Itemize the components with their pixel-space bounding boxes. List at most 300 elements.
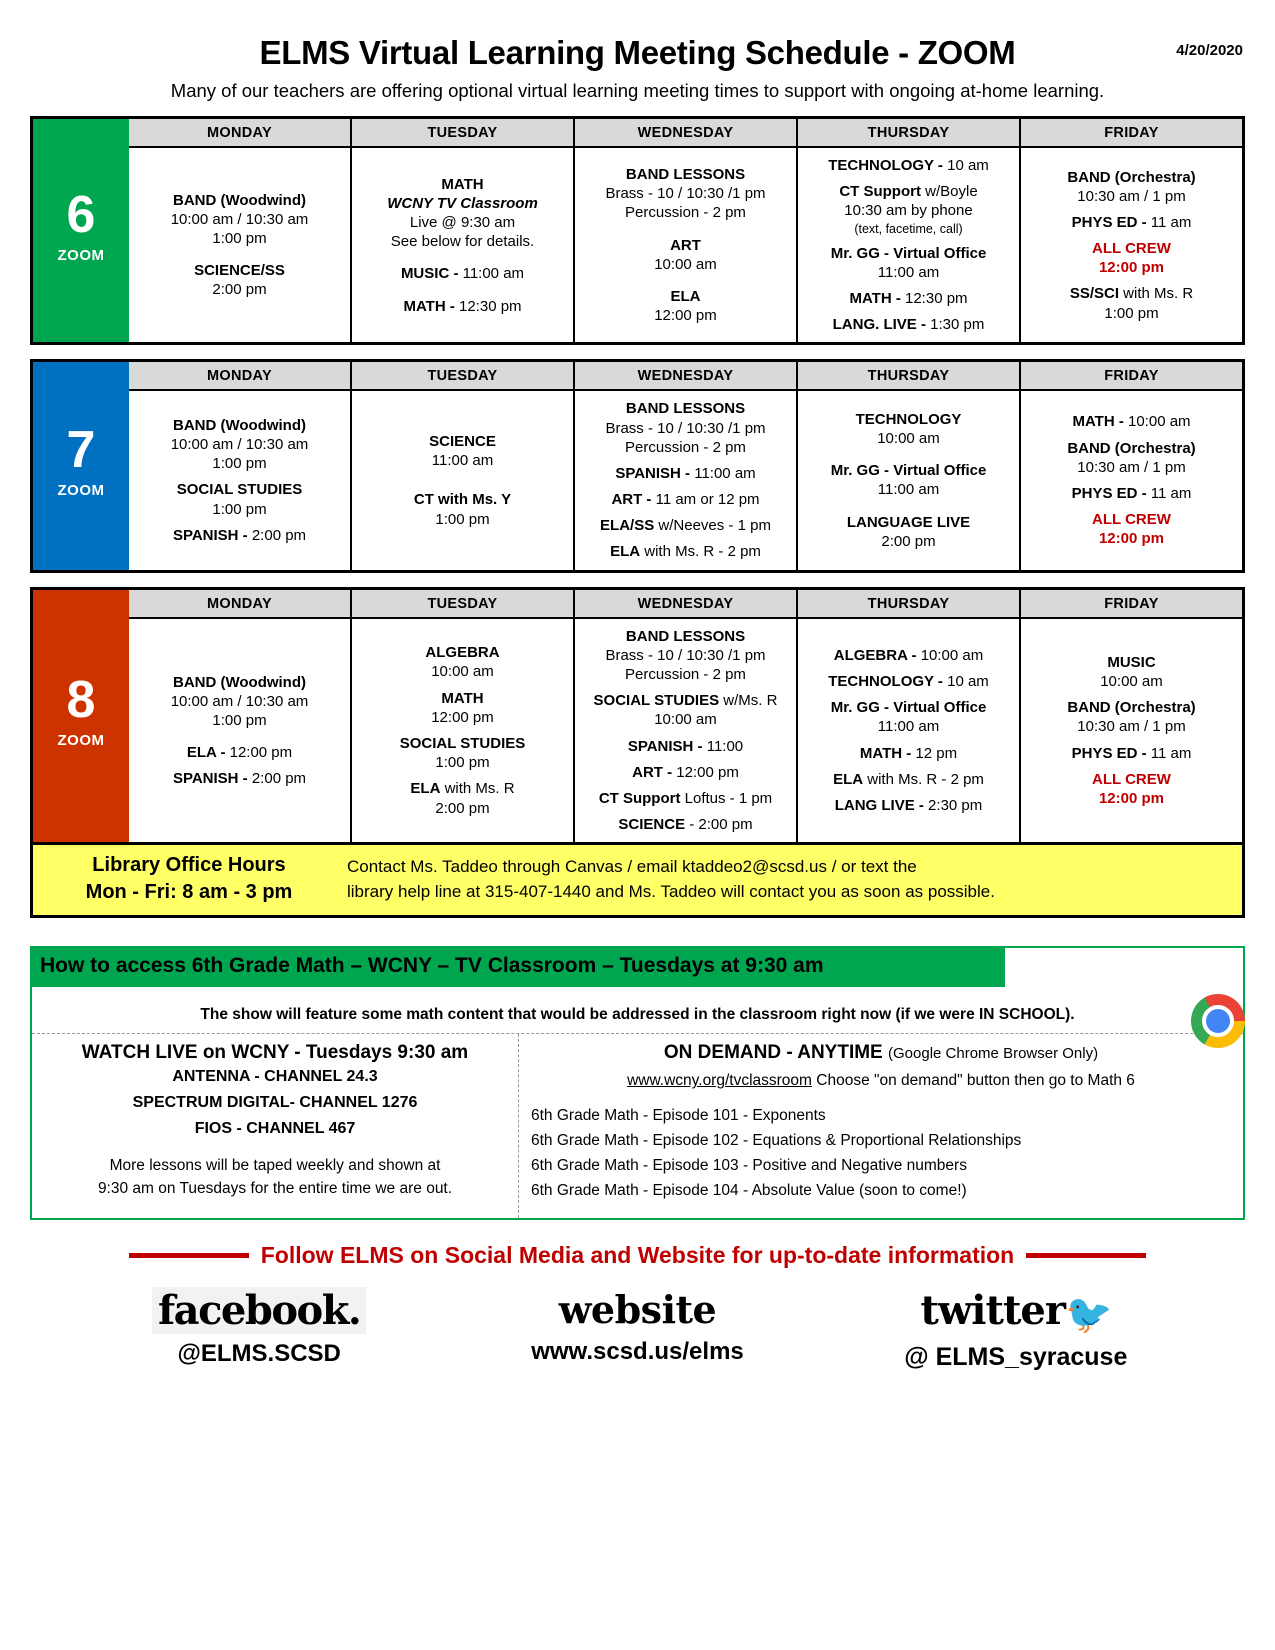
entry-subject: PHYS ED - — [1071, 213, 1147, 231]
spacer — [357, 727, 568, 734]
schedule-entry — [803, 796, 1014, 815]
schedule-entry: Percussion - 2 pm — [625, 666, 746, 683]
schedule-entry: 12:00 pm — [431, 708, 494, 726]
schedule-entry — [134, 743, 345, 762]
entry-time: with Ms. R - 2 pm — [863, 770, 984, 788]
spacer — [1026, 477, 1237, 484]
schedule-entry: Mr. GG - Virtual Office — [830, 699, 987, 717]
schedule-entry — [803, 315, 1014, 334]
day-header-friday: FRIDAY — [1019, 119, 1242, 148]
schedule-entry — [1026, 484, 1237, 503]
day-cell-friday — [1019, 148, 1242, 342]
schedule-entry: ALGEBRA — [425, 644, 500, 662]
entry-time: 10 am — [942, 673, 989, 690]
wcny-episode: 6th Grade Math - Episode 103 - Positive and Negative numbers — [531, 1156, 967, 1174]
wcny-left-footer — [42, 1155, 508, 1200]
day-cell-tuesday — [350, 148, 573, 342]
spacer — [803, 691, 1014, 698]
day-header-monday: MONDAY — [129, 119, 350, 148]
entry-subject: ELA/SS — [600, 517, 655, 535]
day-cell-monday — [129, 619, 350, 843]
spacer — [1026, 432, 1237, 439]
schedule-entry: 1:00 pm — [435, 754, 490, 772]
schedule-entry: BAND LESSONS — [625, 627, 746, 645]
schedule-entry: SCIENCE/SS — [194, 262, 285, 280]
grade-zoom-label: ZOOM — [57, 482, 105, 500]
spacer — [803, 763, 1014, 770]
spacer — [580, 274, 791, 287]
entry-subject: MATH - — [1072, 413, 1124, 431]
schedule-entry: 1:00 pm — [212, 230, 267, 248]
entry-subject: MATH - — [849, 289, 901, 307]
schedule-entry: 10:00 am / 10:30 am — [170, 436, 309, 454]
schedule-entry: ALL CREW — [1092, 770, 1171, 788]
spacer — [803, 282, 1014, 289]
day-column-row — [129, 619, 1242, 843]
day-cell-thursday — [796, 391, 1019, 569]
schedule-entry: BAND (Woodwind) — [172, 673, 307, 691]
wcny-episode: 6th Grade Math - Episode 104 - Absolute Value (soon to come!) — [531, 1181, 967, 1199]
wcny-section — [30, 946, 1245, 1219]
wcny-columns — [32, 1033, 1243, 1217]
schedule-entry — [1026, 213, 1237, 232]
day-header-row — [129, 119, 1242, 148]
schedule-entry: ART — [670, 236, 701, 254]
schedule-entry: 11:00 am — [431, 452, 494, 470]
schedule-entry — [580, 691, 791, 710]
entry-subject: CT Support — [598, 789, 681, 807]
social-links — [30, 1287, 1245, 1372]
entry-subject: LANG LIVE - — [834, 796, 924, 814]
day-header-friday: FRIDAY — [1019, 590, 1242, 619]
google-chrome-icon — [1191, 994, 1245, 1048]
spacer — [580, 483, 791, 490]
spacer — [580, 509, 791, 516]
day-header-thursday: THURSDAY — [796, 362, 1019, 391]
schedule-entry: LANGUAGE LIVE — [846, 513, 971, 531]
wcny-episode: 6th Grade Math - Episode 102 - Equations & Proportional Relationships — [531, 1132, 1022, 1150]
social-handle: @ELMS.SCSD — [177, 1339, 341, 1367]
schedule-entry: Mr. GG - Virtual Office — [830, 462, 987, 480]
schedule-entry — [580, 490, 791, 509]
schedule-entry: Mr. GG - Virtual Office — [830, 244, 987, 262]
wcny-channel: ANTENNA - CHANNEL 24.3 — [172, 1068, 378, 1086]
grade-block-6 — [30, 116, 1245, 345]
twitter-bird-icon: 🐦 — [1064, 1290, 1112, 1336]
spacer — [580, 457, 791, 464]
entry-time: 11 am — [1146, 484, 1192, 502]
entry-time: 10 am — [942, 157, 989, 174]
schedule-entry — [803, 770, 1014, 789]
wcny-note: The show will feature some math content that would be addressed in the classroom right now (if we were IN SCHOOL). — [200, 1006, 1075, 1024]
schedule-entry: 2:00 pm — [212, 281, 267, 299]
schedule-entry — [580, 789, 791, 808]
day-cell-monday — [129, 391, 350, 569]
wcny-on-demand-title — [531, 1042, 1231, 1064]
entry-time: with Ms. R — [440, 780, 515, 798]
spacer — [803, 500, 1014, 513]
entry-subject: ELA — [833, 770, 864, 788]
day-header-thursday: THURSDAY — [796, 590, 1019, 619]
entry-subject: ELA - — [186, 744, 226, 762]
schedule-entry: BAND LESSONS — [625, 400, 746, 418]
follow-rule-right — [1026, 1253, 1146, 1258]
spacer — [580, 730, 791, 737]
wcny-url-instruction: Choose "on demand" button then go to Math 6 — [811, 1072, 1135, 1090]
schedule-entry: 12:00 pm — [1098, 789, 1165, 807]
spacer — [1026, 206, 1237, 213]
entry-subject: CT Support — [839, 183, 921, 201]
spacer — [1026, 763, 1237, 770]
schedule-entry: ELA — [670, 287, 701, 305]
wcny-on-demand-label: ON DEMAND - ANYTIME — [663, 1042, 883, 1064]
day-header-monday: MONDAY — [129, 590, 350, 619]
grade-zoom-label: ZOOM — [57, 732, 105, 750]
schedule-entry: 10:00 am — [877, 430, 940, 448]
entry-subject: TECHNOLOGY - — [828, 673, 943, 690]
entry-time: 12 pm — [911, 744, 958, 762]
spacer — [134, 762, 345, 769]
schedule-entry: 10:30 am by phone — [844, 202, 973, 220]
schedule-entry: 1:00 pm — [1104, 304, 1159, 322]
spacer — [134, 473, 345, 480]
grade-grid — [129, 590, 1242, 843]
wcny-url-link[interactable]: www.wcny.org/tvclassroom — [627, 1072, 812, 1090]
spacer — [1026, 277, 1237, 284]
entry-subject: PHYS ED - — [1071, 484, 1147, 502]
wcny-watch-live — [32, 1034, 519, 1217]
spacer — [580, 535, 791, 542]
page-footer — [30, 1242, 1245, 1372]
entry-time: 10:00 am — [916, 646, 984, 664]
spacer — [357, 251, 568, 264]
entry-subject: SOCIAL STUDIES — [593, 692, 720, 710]
document-date: 4/20/2020 — [1176, 42, 1243, 59]
entry-time: - 2:00 pm — [685, 816, 753, 834]
library-text-line1: Contact Ms. Taddeo through Canvas / email ktaddeo2@scsd.us / or text the — [347, 856, 917, 876]
schedule-entry: ALL CREW — [1092, 511, 1171, 529]
schedule-entry: 11:00 am — [877, 481, 940, 499]
wcny-channel-list — [42, 1064, 508, 1141]
day-cell-wednesday — [573, 148, 796, 342]
entry-time: 12:00 pm — [225, 744, 293, 762]
day-header-monday: MONDAY — [129, 362, 350, 391]
spacer — [580, 223, 791, 236]
day-cell-monday — [129, 148, 350, 342]
entry-subject: MUSIC - — [400, 265, 459, 283]
day-column-row — [129, 391, 1242, 569]
wcny-heading: How to access 6th Grade Math – WCNY – TV Classroom – Tuesdays at 9:30 am — [30, 946, 1005, 987]
twitter-logo — [827, 1287, 1205, 1337]
day-header-tuesday: TUESDAY — [350, 362, 573, 391]
schedule-entry — [803, 672, 1014, 691]
social-website[interactable] — [448, 1287, 826, 1372]
spacer — [1026, 691, 1237, 698]
schedule-entry: SCIENCE — [429, 433, 496, 451]
day-cell-tuesday — [350, 391, 573, 569]
schedule-entry: 1:00 pm — [435, 510, 490, 528]
grade-number: 8 — [66, 671, 96, 730]
wcny-browser-note: (Google Chrome Browser Only) — [888, 1045, 1099, 1063]
library-office-hours — [30, 845, 1245, 918]
grade-block-8 — [30, 587, 1245, 846]
schedule-entry: Percussion - 2 pm — [625, 204, 746, 222]
library-title-line2: Mon - Fri: 8 am - 3 pm — [85, 881, 293, 904]
schedule-entry: Brass - 10 / 10:30 /1 pm — [605, 419, 766, 437]
wcny-url-row — [531, 1072, 1231, 1090]
wcny-box — [30, 946, 1245, 1219]
entry-subject: SPANISH - — [172, 770, 248, 788]
schedule-entry — [803, 156, 1014, 175]
day-header-row — [129, 362, 1242, 391]
schedule-entry: BAND (Woodwind) — [172, 416, 307, 434]
social-facebook[interactable] — [70, 1287, 448, 1372]
schedule-entry: 10:30 am / 1 pm — [1077, 718, 1186, 736]
day-cell-wednesday — [573, 391, 796, 569]
schedule-entry: 10:00 am / 10:30 am — [170, 210, 309, 228]
entry-time: 12:00 pm — [672, 763, 739, 781]
page-header — [30, 0, 1245, 102]
wcny-channel: SPECTRUM DIGITAL- CHANNEL 1276 — [132, 1093, 418, 1111]
entry-subject: ART - — [632, 763, 673, 781]
follow-banner — [30, 1242, 1245, 1269]
grade-number: 7 — [66, 421, 96, 480]
grade-block-7 — [30, 359, 1245, 572]
wcny-episode: 6th Grade Math - Episode 101 - Exponents — [531, 1107, 826, 1125]
page-subtitle: Many of our teachers are offering optional virtual learning meeting times to support with ongoing at-home learning. — [170, 80, 1105, 101]
spacer — [1026, 503, 1237, 510]
spacer — [357, 470, 568, 483]
entry-time: Loftus - 1 pm — [680, 789, 773, 807]
entry-time: w/Boyle — [920, 183, 978, 201]
social-twitter[interactable] — [827, 1287, 1205, 1372]
schedule-entry: BAND (Woodwind) — [172, 191, 307, 209]
grade-grid — [129, 362, 1242, 569]
wcny-episode-list — [531, 1104, 1231, 1203]
library-contact-text — [339, 854, 1236, 905]
spacer — [580, 782, 791, 789]
twitter-wordmark: twitter — [920, 1286, 1065, 1334]
schedule-entry — [357, 264, 568, 283]
entry-time: with Ms. R — [1119, 285, 1194, 303]
spacer — [357, 483, 568, 490]
spacer — [803, 789, 1014, 796]
day-cell-thursday — [796, 619, 1019, 843]
entry-time: 11 am — [1146, 744, 1192, 762]
spacer — [134, 730, 345, 743]
schedule-entry — [357, 297, 568, 316]
grade-badge-7 — [33, 362, 129, 569]
schedule-entry: 1:00 pm — [212, 455, 267, 473]
wcny-on-demand — [519, 1034, 1243, 1217]
schedule-entry — [134, 769, 345, 788]
day-cell-thursday — [796, 148, 1019, 342]
entry-subject: ART - — [611, 491, 652, 509]
entry-time: 12:30 pm — [900, 289, 968, 307]
grade-grid — [129, 119, 1242, 342]
spacer — [134, 248, 345, 261]
schedule-entry: WCNY TV Classroom — [387, 194, 538, 212]
entry-time: 2:00 pm — [247, 770, 307, 788]
grade-number: 6 — [66, 186, 96, 245]
schedule-entry — [580, 516, 791, 535]
spacer — [1026, 232, 1237, 239]
day-header-friday: FRIDAY — [1019, 362, 1242, 391]
schedule-entry: BAND (Orchestra) — [1067, 439, 1196, 457]
grade-tables — [30, 116, 1245, 845]
library-hours-title — [39, 852, 339, 906]
entry-time: 11 am — [1146, 213, 1192, 231]
entry-subject: SPANISH - — [627, 737, 703, 755]
schedule-entry: 12:00 pm — [1098, 259, 1165, 277]
spacer — [357, 772, 568, 779]
entry-subject: ELA — [610, 543, 641, 561]
day-header-wednesday: WEDNESDAY — [573, 590, 796, 619]
entry-subject: SPANISH - — [615, 464, 691, 482]
schedule-entry: SOCIAL STUDIES — [399, 734, 526, 752]
spacer — [803, 175, 1014, 182]
schedule-entry — [1026, 284, 1237, 303]
schedule-entry: 10:00 am — [654, 711, 717, 729]
schedule-entry — [580, 542, 791, 561]
entry-subject: ELA — [410, 780, 441, 798]
wcny-body — [32, 948, 1243, 1217]
schedule-entry — [803, 182, 1014, 201]
day-header-tuesday: TUESDAY — [350, 119, 573, 148]
schedule-entry — [803, 646, 1014, 665]
grade-zoom-label: ZOOM — [57, 247, 105, 265]
spacer — [803, 237, 1014, 244]
schedule-entry — [1026, 744, 1237, 763]
entry-time: w/Ms. R — [719, 692, 778, 710]
schedule-entry — [580, 763, 791, 782]
schedule-entry: Brass - 10 / 10:30 /1 pm — [605, 646, 766, 664]
schedule-entry: (text, facetime, call) — [854, 221, 963, 236]
day-cell-friday — [1019, 391, 1242, 569]
entry-time: 11:00 — [702, 737, 744, 755]
library-text-line2: library help line at 315-407-1440 and Ms. Taddeo will contact you as soon as possible. — [347, 882, 995, 902]
schedule-entry — [803, 289, 1014, 308]
schedule-entry: 10:30 am / 1 pm — [1077, 458, 1186, 476]
entry-subject: SCIENCE — [618, 816, 686, 834]
schedule-entry — [357, 779, 568, 798]
schedule-entry: 10:00 am — [431, 663, 494, 681]
spacer — [357, 682, 568, 689]
facebook-logo: facebook. — [152, 1287, 366, 1334]
entry-time: with Ms. R - 2 pm — [640, 543, 761, 561]
wcny-footer-line2: 9:30 am on Tuesdays for the entire time we are out. — [97, 1179, 453, 1197]
entry-subject: PHYS ED - — [1071, 744, 1147, 762]
entry-subject: LANG. LIVE - — [832, 316, 926, 334]
entry-subject: SS/SCI — [1069, 285, 1119, 303]
day-header-wednesday: WEDNESDAY — [573, 362, 796, 391]
day-header-wednesday: WEDNESDAY — [573, 119, 796, 148]
schedule-entry: 10:00 am / 10:30 am — [170, 692, 309, 710]
schedule-entry: MATH — [441, 689, 484, 707]
schedule-entry: ALL CREW — [1092, 240, 1171, 258]
entry-time: w/Neeves - 1 pm — [654, 517, 771, 535]
schedule-entry: Brass - 10 / 10:30 /1 pm — [605, 185, 766, 203]
day-header-thursday: THURSDAY — [796, 119, 1019, 148]
schedule-entry: TECHNOLOGY — [855, 410, 962, 428]
social-handle: www.scsd.us/elms — [531, 1337, 744, 1365]
spacer — [803, 737, 1014, 744]
entry-subject: MATH - — [859, 744, 912, 762]
schedule-entry: 1:00 pm — [212, 500, 267, 518]
wcny-footer-line1: More lessons will be taped weekly and shown at — [109, 1157, 441, 1175]
entry-time: 1:30 pm — [925, 316, 985, 334]
entry-time: 2:30 pm — [923, 796, 983, 814]
schedule-entry: MATH — [441, 175, 484, 193]
library-title-line1: Library Office Hours — [92, 854, 286, 877]
day-cell-friday — [1019, 619, 1242, 843]
spacer — [134, 519, 345, 526]
schedule-entry: 12:00 pm — [1098, 530, 1165, 548]
entry-time: 12:30 pm — [454, 297, 522, 315]
schedule-entry: See below for details. — [390, 233, 535, 251]
entry-subject: SPANISH - — [172, 526, 248, 544]
wcny-channel: FIOS - CHANNEL 467 — [194, 1119, 356, 1137]
spacer — [580, 756, 791, 763]
schedule-entry: Live @ 9:30 am — [409, 213, 516, 231]
schedule-entry: 10:00 am — [654, 255, 717, 273]
wcny-watch-live-title: WATCH LIVE on WCNY - Tuesdays 9:30 am — [81, 1042, 469, 1064]
entry-time: 11:00 am — [690, 464, 756, 482]
entry-time: 10:00 am — [1123, 413, 1191, 431]
schedule-entry: 10:00 am — [1100, 673, 1163, 690]
social-handle: @ ELMS_syracuse — [904, 1342, 1128, 1371]
grade-badge-8 — [33, 590, 129, 843]
day-cell-tuesday — [350, 619, 573, 843]
schedule-entry: 11:00 am — [877, 263, 940, 281]
schedule-entry: MUSIC — [1107, 653, 1156, 671]
spacer — [803, 308, 1014, 315]
entry-time: 11:00 am — [458, 265, 525, 283]
website-logo: website — [558, 1286, 717, 1332]
schedule-entry: 1:00 pm — [212, 711, 267, 729]
schedule-entry: 2:00 pm — [881, 532, 936, 550]
schedule-entry: SOCIAL STUDIES — [176, 481, 303, 499]
entry-subject: MATH - — [403, 297, 455, 315]
schedule-entry: BAND (Orchestra) — [1067, 168, 1196, 186]
schedule-entry: BAND (Orchestra) — [1067, 699, 1196, 717]
schedule-entry — [580, 464, 791, 483]
schedule-entry — [580, 815, 791, 834]
schedule-entry — [803, 744, 1014, 763]
follow-text: Follow ELMS on Social Media and Website for up-to-date information — [260, 1241, 1015, 1268]
schedule-entry: BAND LESSONS — [625, 166, 746, 183]
schedule-entry — [134, 526, 345, 545]
schedule-entry — [1026, 412, 1237, 431]
spacer — [357, 284, 568, 297]
schedule-entry: CT with Ms. Y — [413, 491, 512, 509]
spacer — [1026, 737, 1237, 744]
spacer — [580, 684, 791, 691]
schedule-entry: Percussion - 2 pm — [625, 438, 746, 456]
schedule-entry — [580, 737, 791, 756]
day-header-row — [129, 590, 1242, 619]
entry-time: 2:00 pm — [247, 526, 307, 544]
schedule-entry: 11:00 am — [877, 718, 940, 736]
schedule-entry: 2:00 pm — [435, 799, 490, 817]
entry-subject: ALGEBRA - — [833, 646, 917, 664]
follow-rule-left — [129, 1253, 249, 1258]
day-cell-wednesday — [573, 619, 796, 843]
entry-time: 11 am or 12 pm — [651, 491, 760, 509]
schedule-entry: 12:00 pm — [654, 307, 717, 325]
day-column-row — [129, 148, 1242, 342]
grade-badge-6 — [33, 119, 129, 342]
